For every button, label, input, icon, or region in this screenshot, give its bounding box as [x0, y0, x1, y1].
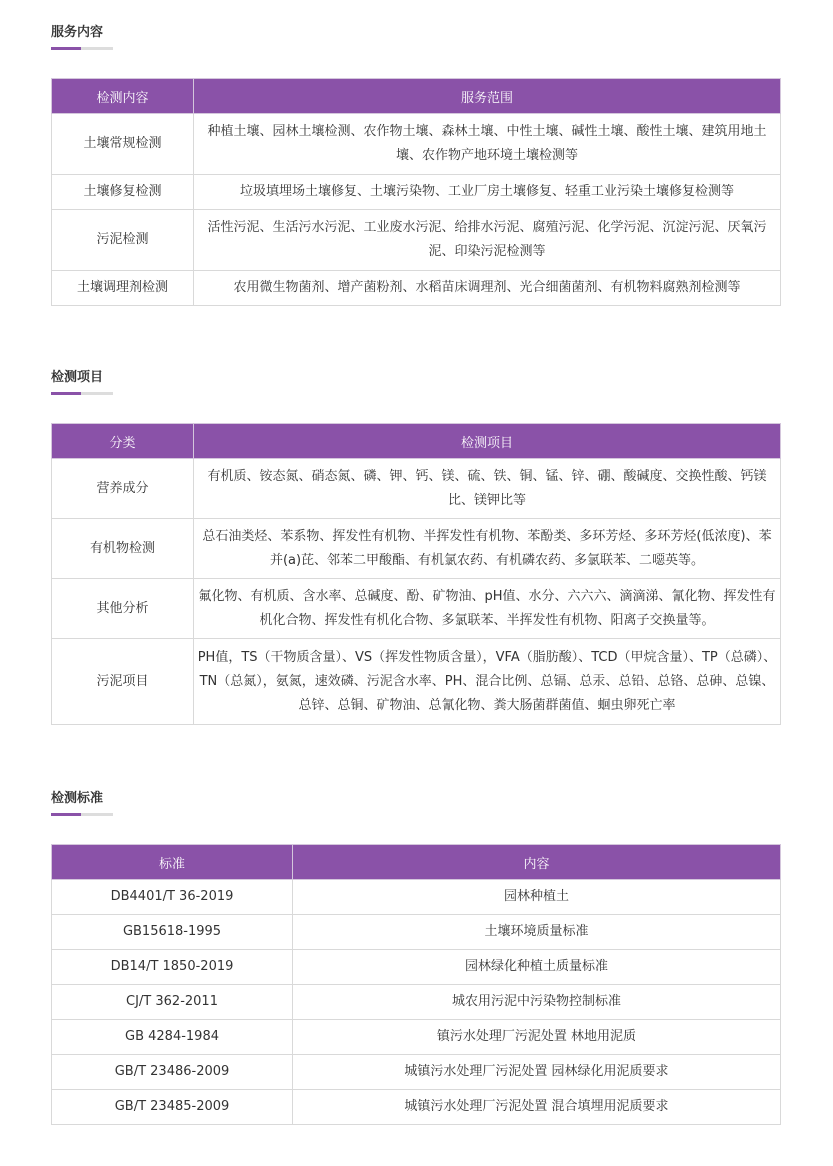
row-content: 园林种植土: [293, 880, 781, 915]
row-content: 土壤环境质量标准: [293, 915, 781, 950]
row-content: 镇污水处理厂污泥处置 林地用泥质: [293, 1020, 781, 1055]
row-label: DB4401/T 36-2019: [52, 880, 293, 915]
row-label: 污泥检测: [52, 210, 194, 271]
title-underline-accent: [51, 813, 81, 816]
column-header: 服务范围: [194, 79, 781, 114]
row-content: 农用微生物菌剂、增产菌粉剂、水稻苗床调理剂、光合细菌菌剂、有机物料腐熟剂检测等: [194, 271, 781, 306]
table-row: [52, 271, 781, 306]
column-header: 检测项目: [194, 424, 781, 459]
row-content: 城农用污泥中污染物控制标准: [293, 985, 781, 1020]
table-row: [52, 519, 781, 579]
title-underline-accent: [51, 392, 81, 395]
service-section: [51, 23, 780, 295]
table-row: [52, 1020, 781, 1055]
table-row: [52, 579, 781, 639]
table-row: [52, 210, 781, 271]
row-content: 园林绿化种植土质量标准: [293, 950, 781, 985]
table-header-row: [52, 424, 781, 459]
service-table: [51, 78, 781, 306]
row-content: 有机质、铵态氮、硝态氮、磷、钾、钙、镁、硫、铁、铜、锰、锌、硼、酸碱度、交换性酸、钙镁比、镁钾比等: [194, 459, 781, 519]
row-content: 总石油类烃、苯系物、挥发性有机物、半挥发性有机物、苯酚类、多环芳烃、多环芳烃(低浓度)、苯并(a)芘、邻苯二甲酸酯、有机氯农药、有机磷农药、多氯联苯、二噁英等。: [194, 519, 781, 579]
table-row: [52, 1090, 781, 1125]
section-title: 检测项目: [51, 370, 104, 385]
row-label: DB14/T 1850-2019: [52, 950, 293, 985]
row-content: 城镇污水处理厂污泥处置 混合填埋用泥质要求: [293, 1090, 781, 1125]
standards-table: [51, 844, 781, 1125]
row-label: 营养成分: [52, 459, 194, 519]
row-content: 城镇污水处理厂污泥处置 园林绿化用泥质要求: [293, 1055, 781, 1090]
row-label: GB/T 23485-2009: [52, 1090, 293, 1125]
table-row: [52, 1055, 781, 1090]
section-title: 服务内容: [51, 25, 104, 40]
column-header: 检测内容: [52, 79, 194, 114]
row-content: PH值，TS（干物质含量）、VS（挥发性物质含量），VFA（脂肪酸）、TCD（甲烷含量）、TP（总磷）、TN（总氮），氨氮，速效磷、污泥含水率、PH、混合比例、总镉、总汞、总铅、总铬、总砷、总镍、总锌、总铜、矿物油、总氰化物、粪大肠菌群菌值、蛔虫卵死亡率: [194, 639, 781, 725]
row-label: GB15618-1995: [52, 915, 293, 950]
row-content: 活性污泥、生活污水污泥、工业废水污泥、给排水污泥、腐殖污泥、化学污泥、沉淀污泥、厌氧污泥、印染污泥检测等: [194, 210, 781, 271]
row-label: 土壤常规检测: [52, 114, 194, 175]
title-underline: [51, 392, 113, 395]
column-header: 标准: [52, 845, 293, 880]
row-label: GB 4284-1984: [52, 1020, 293, 1055]
title-underline: [51, 813, 113, 816]
row-content: 氟化物、有机质、含水率、总碱度、酚、矿物油、pH值、水分、六六六、滴滴涕、氰化物、挥发性有机化合物、挥发性有机化合物、多氯联苯、半挥发性有机物、阳离子交换量等。: [194, 579, 781, 639]
standards-section: [51, 789, 780, 1114]
row-label: 有机物检测: [52, 519, 194, 579]
row-label: 其他分析: [52, 579, 194, 639]
row-label: 污泥项目: [52, 639, 194, 725]
column-header: 内容: [293, 845, 781, 880]
title-underline-accent: [51, 47, 81, 50]
table-row: [52, 950, 781, 985]
table-row: [52, 459, 781, 519]
table-header-row: [52, 79, 781, 114]
row-label: CJ/T 362-2011: [52, 985, 293, 1020]
row-content: 垃圾填埋场土壤修复、土壤污染物、工业厂房土壤修复、轻重工业污染土壤修复检测等: [194, 175, 781, 210]
table-row: [52, 915, 781, 950]
table-row: [52, 175, 781, 210]
row-content: 种植土壤、园林土壤检测、农作物土壤、森林土壤、中性土壤、碱性土壤、酸性土壤、建筑用地土壤、农作物产地环境土壤检测等: [194, 114, 781, 175]
table-header-row: [52, 845, 781, 880]
items-section: [51, 368, 780, 713]
row-label: 土壤修复检测: [52, 175, 194, 210]
row-label: 土壤调理剂检测: [52, 271, 194, 306]
table-row: [52, 114, 781, 175]
table-row: [52, 880, 781, 915]
items-table: [51, 423, 781, 725]
table-row: [52, 985, 781, 1020]
section-title: 检测标准: [51, 791, 104, 806]
table-row: [52, 639, 781, 725]
title-underline: [51, 47, 113, 50]
column-header: 分类: [52, 424, 194, 459]
row-label: GB/T 23486-2009: [52, 1055, 293, 1090]
